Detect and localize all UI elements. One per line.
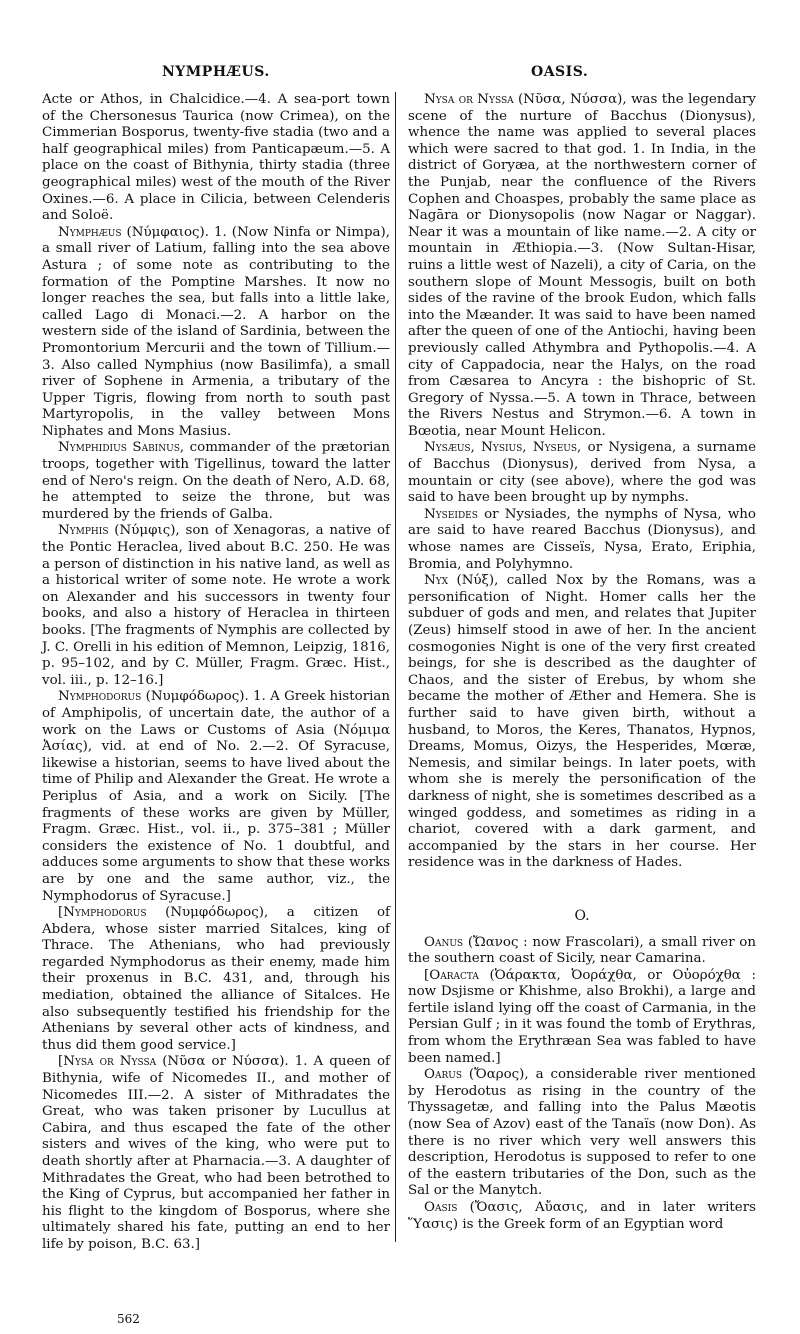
headword: Nymphidius Sabinus xyxy=(58,440,180,456)
entry-paragraph: Nysæus, Nysius, Nyseus, or Nysigena, a surname of Bacchus (Dionysus), derived from Nysa, a mountain or city (see above), where the god was said to have been brought up by nymphs. xyxy=(408,440,757,506)
entry-paragraph: Acte or Athos, in Chalcidice.—4. A sea-port town of the Chersonesus Taurica (now Crimea), on the Cimmerian Bosporus, twenty-five stadia (two and a half geographical miles) from Panticapæum.—5. A place on the coast of Bithynia, thirty stadia (three geographical miles) west of the mouth of the River Oxines.—6. A place in Cilicia, between Celenderis and Soloë. xyxy=(42,92,390,224)
entry-paragraph: Nyx (Νύξ), called Nox by the Romans, was a personification of Night. Homer calls her the subduer of gods and men, and relates that Jupiter (Zeus) himself stood in awe of her. In the ancient cosmogonies Night is one of the very first created beings, for she is described as the daughter of Chaos, and the sister of Erebus, by whom she became the mother of Æther and Hemera. She is further said to have given birth, without a husband, to Moros, the Keres, Thanatos, Hypnos, Dreams, Momus, Oizys, the Hesperides, Mœræ, Nemesis, and similar beings. In later poets, with whom she is merely the personification of the darkness of night, she is sometimes described as a winged goddess, and sometimes as riding in a chariot, covered with a dark garment, and accompanied by the stars in her course. Her residence was in the darkness of Hades. xyxy=(408,573,756,871)
headword: [Nymphodorus xyxy=(58,905,147,921)
section-letter: O. xyxy=(574,907,590,924)
headword: Nymphæus xyxy=(58,224,122,240)
headword: Oanus xyxy=(424,934,464,950)
headword: [Nysa or Nyssa xyxy=(58,1054,157,1070)
column-divider xyxy=(395,92,396,1242)
entry-paragraph: [Nysa or Nyssa (Νῦσα or Νύσσα). 1. A queen of Bithynia, wife of Nicomedes II., and mother of Nicomedes III.—2. A sister of Mithradates the Great, who was taken prisoner by Lucullus at Cabira, and thus escaped the fate of the other sisters and wives of the king, who were put to death shortly after at Pharnacia.—3. A daughter of Mithradates the Great, who had been betrothed to the King of Cyprus, but accompanied her father in his flight to the kingdom of Bosporus, where she ultimately shared his fate, putting an end to her life by poison, B.C. 63.] xyxy=(42,1054,391,1252)
entry-paragraph: Nymphis (Νύμφις), son of Xenagoras, a native of the Pontic Heraclea, lived about B.C. 250. He was a person of distinction in his native land, as well as a historical writer of some note. He wrote a work on Alexander and his successors in twenty four books, and also a history of Heraclea in thirteen books. [The fragments of Nymphis are collected by J. C. Orelli in his edition of Memnon, Leipzig, 1816, p. 95–102, and by C. Müller, Fragm. Græc. Hist., vol. iii., p. 12–16.] xyxy=(42,523,390,688)
entry-paragraph: Nymphidius Sabinus, commander of the prætorian troops, together with Tigellinus, toward the latter end of Nero's reign. On the death of Nero, A.D. 68, he attempted to seize the throne, but was murdered by the friends of Galba. xyxy=(42,440,390,522)
headword: Nymphodorus xyxy=(58,689,142,705)
entry-paragraph: Oasis (Ὄασις, Αὔασις, and in later writers Ὕασις) is the Greek form of an Egyptian word xyxy=(408,1200,756,1232)
left-column xyxy=(42,92,390,1254)
entry-paragraph: Nyseides or Nysiades, the nymphs of Nysa, who are said to have reared Bacchus (Dionysus), and whose names are Cisseïs, Nysa, Erato, Eriphia, Bromia, and Polyhymno. xyxy=(408,506,756,572)
entry-paragraph: [Nymphodorus (Νυμφόδωρος), a citizen of Abdera, whose sister married Sitalces, king of Thrace. The Athenians, who had previously regarded Nymphodorus as their enemy, made him their proxenus in B.C. 431, and, through his mediation, obtained the alliance of Sitalces. He also subsequently testified his friendship for the Athenians by several other acts of kindness, and thus did them good service.] xyxy=(42,905,390,1053)
headword: Nysæus, Nysius, Nyseus xyxy=(424,440,578,456)
headword: Nymphis xyxy=(58,523,109,539)
entry-paragraph: Nysa or Nyssa (Νῦσα, Νύσσα), was the legendary scene of the nurture of Bacchus (Dionysus), whence the name was applied to several places which were sacred to that god. 1. In India, in the district of Goryæa, at the northwestern corner of the Punjab, near the confluence of the Rivers Cophen and Choaspes, probably the same place as Nagāra or Dionysopolis (now Nagar or Naggar). Near it was a mountain of like name.—2. A city or mountain in Æthiopia.—3. (Now Sultan-Hisar, ruins a little west of Nazeli), a city of Caria, on the southern slope of Mount Messogis, built on both sides of the ravine of the brook Eudon, which falls into the Mæander. It was said to have been named after the queen of one of the Antiochi, having been previously called Athymbra and Pythopolis.—4. A city of Cappadocia, near the Halys, on the road from Cæsarea to Ancyra : the bishopric of St. Gregory of Nyssa.—5. A town in Thrace, between the Rivers Nestus and Strymon.—6. A town in Bœotia, near Mount Helicon. xyxy=(408,92,756,439)
headword: [Oaracta xyxy=(424,967,479,983)
header-left: NYMPHÆUS. xyxy=(162,64,270,80)
headword: Nyx xyxy=(424,573,449,589)
page-number: 562 xyxy=(117,1312,140,1326)
right-column xyxy=(408,92,756,1233)
running-header xyxy=(0,64,800,84)
entry-paragraph: Nymphæus (Νύμφαιος). 1. (Now Ninfa or Nimpa), a small river of Latium, falling into the sea above Astura ; of some note as contributing to the formation of the Pomptine Marshes. It now no longer reaches the sea, but falls into a little lake, called Lago di Monaci.—2. A harbor on the western side of the island of Sardinia, between the Promontorium Mercurii and the town of Tillium.—3. Also called Nymphius (now Basilimfa), a small river of Sophene in Armenia, a tributary of the Upper Tigris, flowing from north to south past Martyropolis, in the valley between Mons Niphates and Mons Masius. xyxy=(42,224,390,439)
headword: Nyseides xyxy=(424,506,478,522)
headword: Oasis xyxy=(424,1200,458,1215)
headword: Nysa or Nyssa xyxy=(424,92,514,107)
entry-paragraph: [Oaracta (Ὀάρακτα, Ὀοράχθα, or Οὐορόχθα : now Dsjisme or Khishme, also Brokhi), a large and fertile island lying off the coast of Carmania, in the Persian Gulf ; in it was found the tomb of Erythras, from whom the Erythræan Sea was fabled to have been named.] xyxy=(408,967,756,1066)
headword: Oarus xyxy=(424,1067,463,1083)
entry-paragraph: Oarus (Ὄαρος), a considerable river mentioned by Herodotus as rising in the country of the Thyssagetæ, and falling into the Palus Mæotis (now Sea of Azov) east of the Tanaïs (now Don). As there is no river which very well answers this description, Herodotus is supposed to refer to one of the eastern tributaries of the Don, such as the Sal or the Manytch. xyxy=(408,1067,756,1199)
header-right: OASIS. xyxy=(531,64,589,80)
entry-paragraph: Nymphodorus (Νυμφόδωρος). 1. A Greek historian of Amphipolis, of uncertain date, the author of a work on the Laws or Customs of Asia (Νόμιμα Ἀσίας), vid. at end of No. 2.—2. Of Syracuse, likewise a historian, seems to have lived about the time of Philip and Alexander the Great. He wrote a Periplus of Asia, and a work on Sicily. [The fragments of these works are given by Müller, Fragm. Græc. Hist., vol. ii., p. 375–381 ; Müller considers the existence of No. 1 doubtful, and adduces some arguments to show that these works are by one and the same author, viz., the Nymphodorus of Syracuse.] xyxy=(42,689,390,904)
entry-paragraph: Oanus (Ὤανος : now Frascolari), a small river on the southern coast of Sicily, near Camarina. xyxy=(408,934,756,967)
